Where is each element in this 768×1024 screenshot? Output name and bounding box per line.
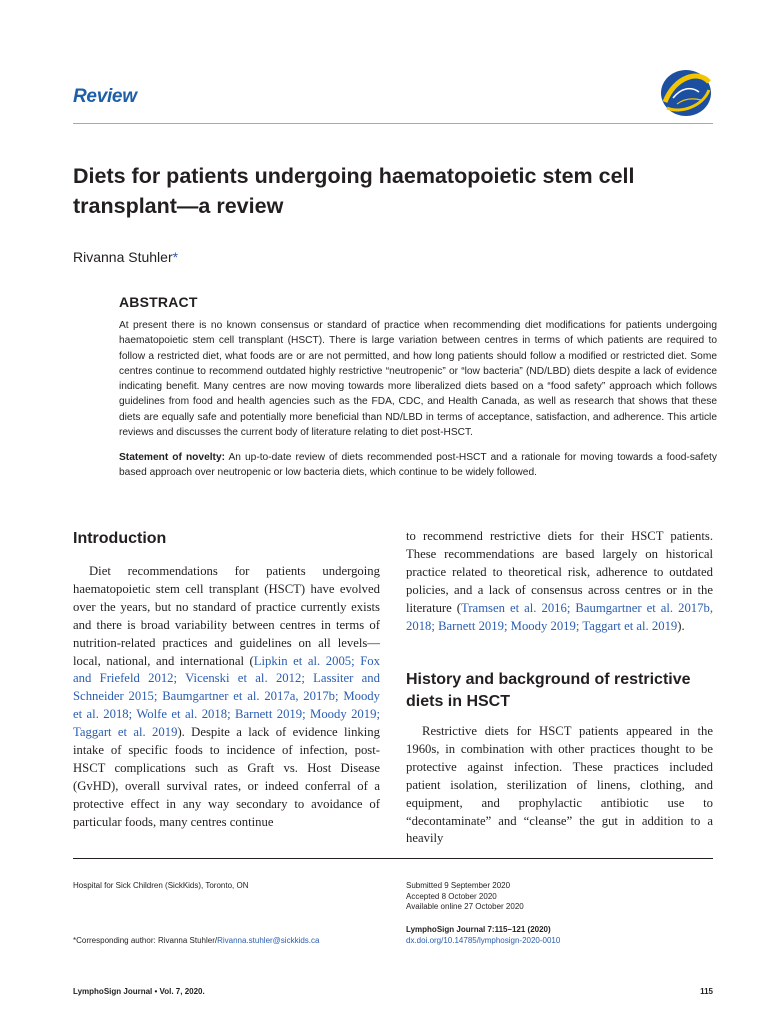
intro-text-a: Diet recommendations for patients undergoing haematopoietic stem cell transplant (HSCT) have evolved over the years, but no standard of practice currently exists and there is broad variability between centres in terms of nutrition-related practices and guidelines on all levels—local, national, and international ( (73, 564, 380, 668)
journal-citation: LymphoSign Journal 7:115–121 (2020) (406, 925, 551, 934)
page-number: 115 (700, 987, 713, 996)
introduction-paragraph (73, 563, 380, 832)
journal-logo (659, 68, 713, 118)
introduction-continued (406, 528, 713, 635)
author-name[interactable]: Rivanna Stuhler (73, 249, 173, 265)
corresponding-mark[interactable]: * (172, 249, 179, 265)
affiliation: Hospital for Sick Children (SickKids), Toronto, ON (73, 881, 249, 890)
intro-cont-text-b: ). (677, 618, 685, 633)
novelty-label: Statement of novelty: (119, 452, 226, 463)
intro-references[interactable]: Lipkin et al. 2005; Fox and Friefeld 2012; Vicenski et al. 2012; Lassiter and Schneider 2015; Baumgartner et al. 2017a, 2017b; Moody et al. 2018; Wolfe et al. 2018; Barnett 2019; Moody 2019; Taggart et al. 2019 (73, 653, 380, 740)
intro-cont-text-a: to recommend restrictive diets for their HSCT patients. These recommendations are based largely on historical practice related to theoretical risk, adherence to outdated policies, and a lack of consensus across centres or in the literature ( (406, 529, 713, 615)
running-footer: LymphoSign Journal • Vol. 7, 2020. (73, 987, 205, 996)
section-label: Review (73, 86, 137, 107)
corresponding-label: *Corresponding author: Rivanna Stuhler/ (73, 936, 218, 945)
statement-of-novelty (119, 450, 717, 481)
novelty-text: An up-to-date review of diets recommended post-HSCT and a rationale for moving towards a food-safety based approach over neutropenic or low bacteria diets, which continue to be widely followed. (119, 452, 717, 479)
corresponding-author (73, 936, 319, 947)
accepted-date: Accepted 8 October 2020 (406, 891, 497, 901)
article-title: Diets for patients undergoing haematopoietic stem cell transplant—a review (73, 164, 635, 218)
corresponding-email-link[interactable]: Rivanna.stuhler@sickkids.ca (217, 936, 320, 945)
intro-cont-references[interactable]: Tramsen et al. 2016; Baumgartner et al. 2017b, 2018; Barnett 2019; Moody 2019; Taggart et al. 2019 (406, 600, 714, 633)
doi-link[interactable]: dx.doi.org/10.14785/lymphosign-2020-0010 (406, 935, 561, 945)
article-dates (406, 881, 524, 913)
abstract-text: At present there is no known consensus or standard of practice when recommending diet modifications for patients undergoing haematopoietic stem cell transplant (HSCT). There is large variation between centres in terms of which patients are required to follow a restricted diet, what foods are or are not permitted, and how long patients should follow a modified or restricted diet. Some centres continue to recommend outdated highly restrictive “neutropenic” or “low bacteria” (ND/LBD) diets despite a lack of evidence indicating benefit. Many centres are now moving towards more liberalized diets based on a “food safety” approach which follows guidelines from food and health agencies such as the FDA, CDC, and Health Canada, as well as research that shows that these diets are equally safe and potentially more beneficial than ND/LBD in terms of acceptance, satisfaction, and adherence. This article reviews and discusses the current body of literature relating to diet post-HSCT. (119, 320, 717, 439)
header-rule (73, 123, 713, 124)
abstract-heading: ABSTRACT (119, 294, 198, 310)
introduction-heading: Introduction (73, 530, 167, 547)
author-line (73, 249, 178, 265)
submitted-date: Submitted 9 September 2020 (406, 881, 511, 890)
history-paragraph: Restrictive diets for HSCT patients appeared in the 1960s, in combination with other practices thought to be protective against infection. These practices included patient isolation, sterilization of linens, clothing, and equipment, and prophylactic antibiotic use to “decontaminate” and “cleanse” the gut in addition to a heavily (406, 724, 713, 846)
available-date: Available online 27 October 2020 (406, 902, 524, 911)
journal-reference (406, 925, 560, 946)
intro-text-b: ). Despite a lack of evidence linking intake of specific foods to incidence of infection, post-HSCT complications such as Graft vs. Host Disease (GvHD), overall survival rates, or indeed conferral of a protective effect in any way secondary to avoidance of particular foods, many centres continue (73, 725, 380, 829)
footer-rule (73, 858, 713, 859)
history-heading: History and background of restrictive diets in HSCT (406, 671, 691, 710)
